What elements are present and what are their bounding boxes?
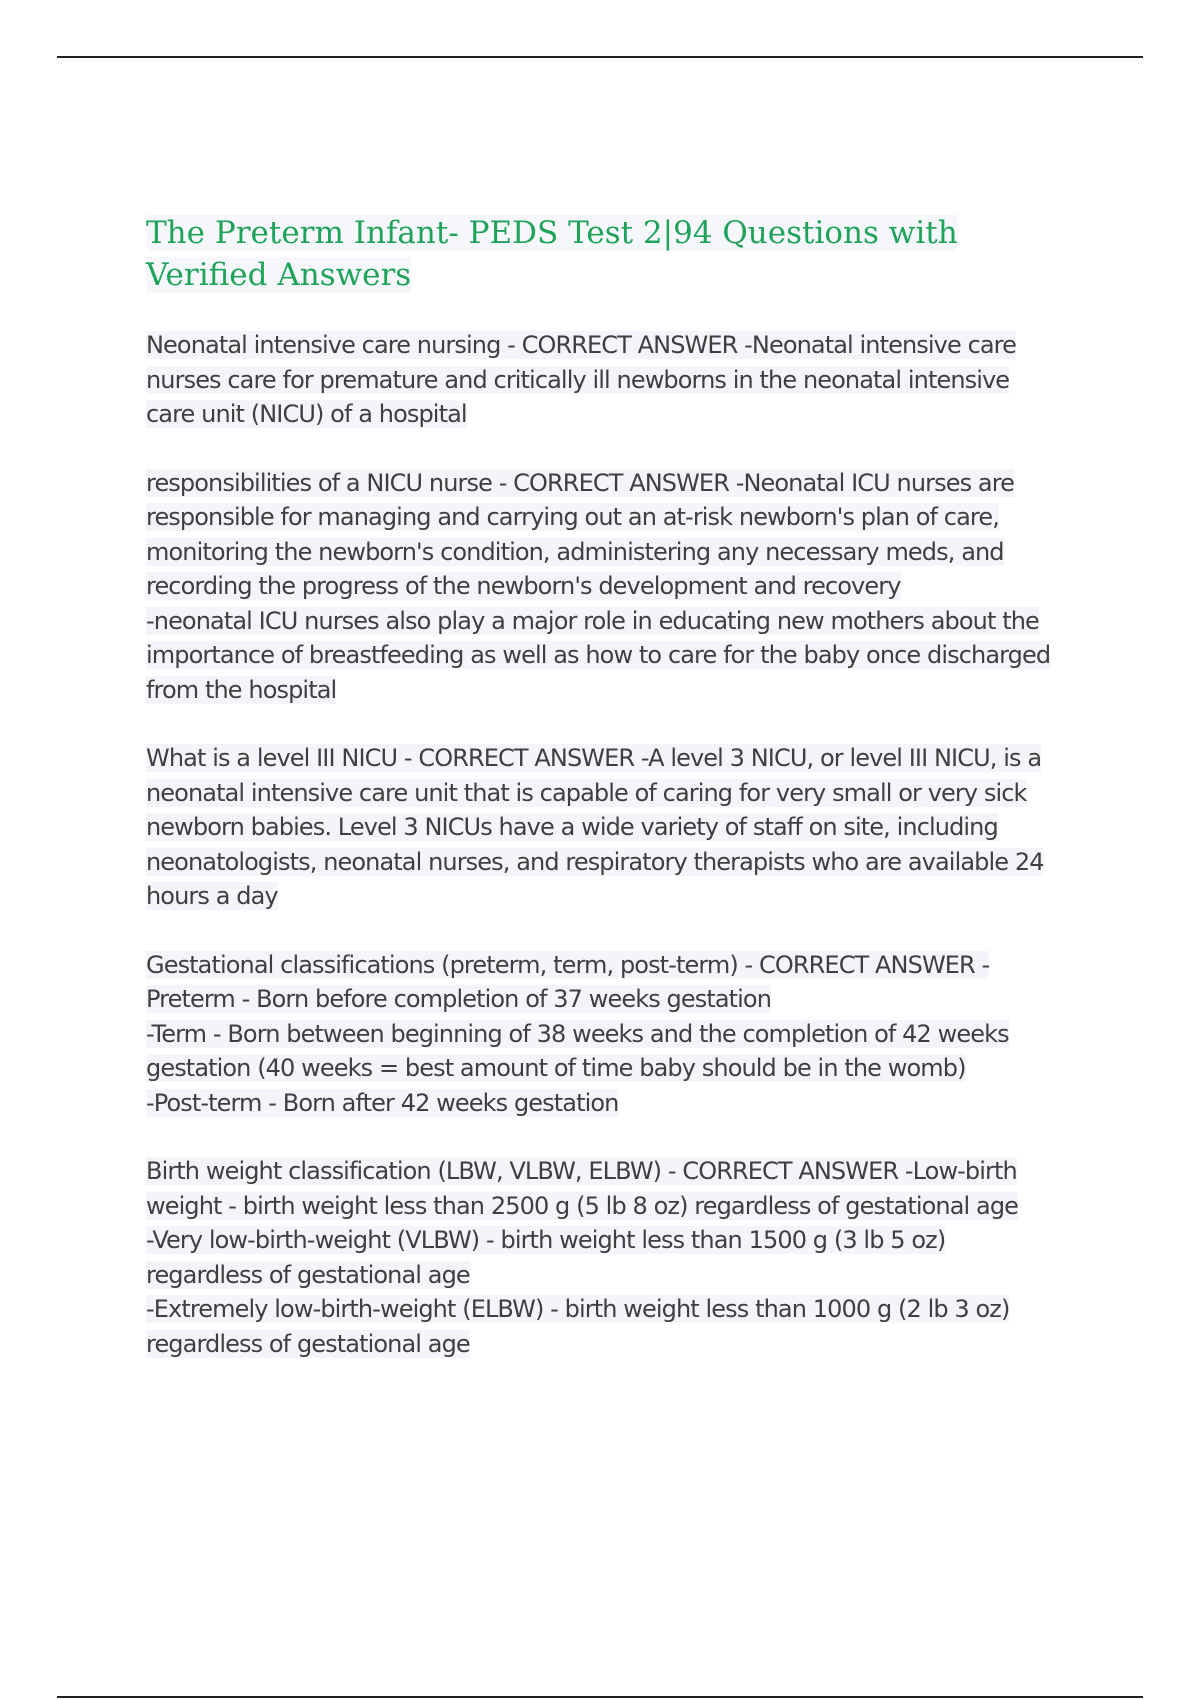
qa-line: Neonatal intensive care nursing - CORRECT ANSWER -Neonatal intensive care — [146, 331, 1016, 359]
qa-line: care unit (NICU) of a hospital — [146, 400, 467, 428]
qa-line: from the hospital — [146, 675, 337, 704]
qa-line: nurses care for premature and critically ill newborns in the neonatal intensive — [146, 365, 1010, 394]
qa-line: hours a day — [146, 882, 278, 910]
header-rule — [57, 56, 1143, 58]
qa-line: neonatal intensive care unit that is capable of caring for very small or very sick — [146, 778, 1027, 807]
qa-line: responsible for managing and carrying out an at-risk newborn's plan of care, — [146, 503, 999, 531]
qa-line: -Very low-birth-weight (VLBW) - birth weight less than 1500 g (3 lb 5 oz) — [146, 1226, 946, 1254]
qa-line: newborn babies. Level 3 NICUs have a wide variety of staff on site, including — [146, 813, 998, 841]
qa-line: monitoring the newborn's condition, administering any necessary meds, and — [146, 537, 1004, 566]
qa-line: weight - birth weight less than 2500 g (5 lb 8 oz) regardless of gestational age — [146, 1191, 1019, 1220]
qa-entry-level-iii-nicu — [146, 741, 1086, 914]
qa-line: -Term - Born between beginning of 38 weeks and the completion of 42 weeks — [146, 1019, 1009, 1048]
qa-line: Preterm - Born before completion of 37 weeks gestation — [146, 985, 772, 1013]
qa-line: -Extremely low-birth-weight (ELBW) - birth weight less than 1000 g (2 lb 3 oz) — [146, 1295, 1010, 1323]
document-title-text: The Preterm Infant- PEDS Test 2|94 Questions with Verified Answers — [146, 215, 958, 293]
qa-line: importance of breastfeeding as well as how to care for the baby once discharged — [146, 641, 1051, 669]
qa-line: regardless of gestational age — [146, 1260, 470, 1289]
qa-line: gestation (40 weeks = best amount of time baby should be in the womb) — [146, 1054, 966, 1082]
qa-line: recording the progress of the newborn's development and recovery — [146, 572, 901, 600]
qa-line: Gestational classifications (preterm, term, post-term) - CORRECT ANSWER - — [146, 950, 990, 979]
document-title — [146, 212, 1086, 296]
qa-line: Birth weight classification (LBW, VLBW, ELBW) - CORRECT ANSWER -Low-birth — [146, 1157, 1017, 1185]
qa-line: neonatologists, neonatal nurses, and respiratory therapists who are available 24 — [146, 847, 1044, 876]
qa-line: regardless of gestational age — [146, 1329, 470, 1358]
qa-entry-gestational-classifications — [146, 948, 1086, 1121]
qa-line: What is a level III NICU - CORRECT ANSWER -A level 3 NICU, or level III NICU, is a — [146, 744, 1042, 772]
qa-line: -neonatal ICU nurses also play a major role in educating new mothers about the — [146, 606, 1039, 635]
qa-entry-neonatal-intensive-care-nursing — [146, 328, 1086, 432]
qa-entry-nicu-nurse-responsibilities — [146, 466, 1086, 708]
document-body — [146, 212, 1086, 1361]
footer-rule — [57, 1696, 1143, 1698]
qa-line: responsibilities of a NICU nurse - CORRECT ANSWER -Neonatal ICU nurses are — [146, 468, 1015, 497]
qa-entry-birth-weight-classification — [146, 1154, 1086, 1361]
qa-line: -Post-term - Born after 42 weeks gestation — [146, 1088, 619, 1117]
